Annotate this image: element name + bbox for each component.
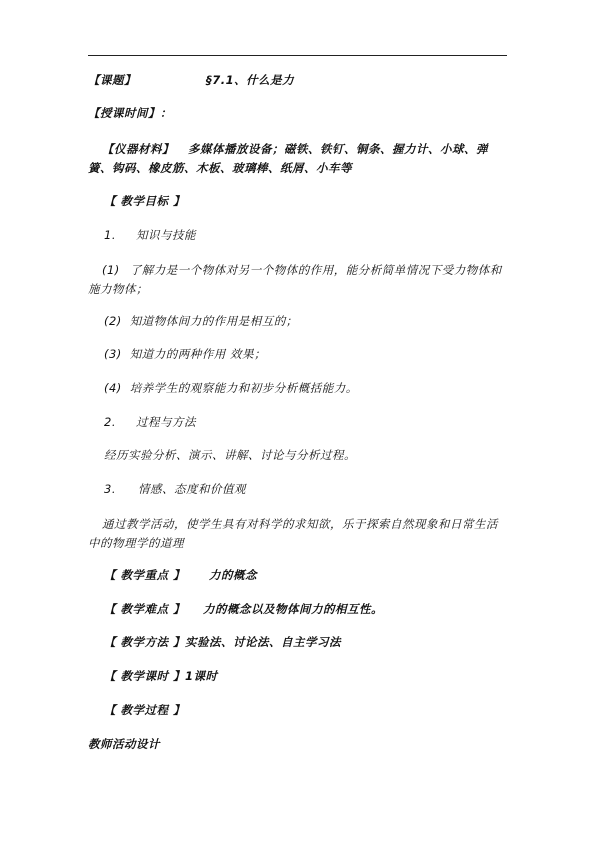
focus-value: 力的概念 [209, 568, 258, 582]
section2-heading [104, 415, 524, 430]
goal-item-3-num: (3) [104, 347, 122, 361]
difficulty-value: 力的概念以及物体间力的相互性。 [203, 602, 384, 616]
goal-item-1 [88, 261, 508, 299]
goals-heading: 【 教学目标 】 [104, 194, 186, 208]
focus-line [104, 568, 524, 583]
goal-item-2-text: 知道物体间力的作用是相互的； [129, 314, 298, 328]
topic-label: 【课题】 [88, 73, 136, 87]
section1-title: 知识与技能 [135, 228, 196, 242]
focus-label: 【 教学重点 】 [104, 568, 186, 582]
time-value: ： [160, 106, 172, 120]
goal-item-3-text: 知道力的两种作用 效果； [129, 347, 266, 361]
section3-heading [104, 482, 524, 497]
method-label: 【 教学方法 】 [104, 635, 186, 649]
topic-line [88, 73, 508, 88]
difficulty-label: 【 教学难点 】 [104, 602, 186, 616]
section2-text: 经历实验分析、演示、讲解、讨论与分析过程。 [104, 448, 356, 462]
section2-title: 过程与方法 [135, 415, 196, 429]
method-line [104, 635, 524, 650]
hours-line [104, 669, 524, 684]
topic-value: §7.1、什么是力 [206, 73, 295, 87]
goal-item-4-text: 培养学生的观察能力和初步分析概括能力。 [129, 381, 358, 395]
materials-value: 多媒体播放设备；磁铁、铁钉、铜条、握力计、小球、弹簧、钩码、橡皮筋、木板、玻璃棒、纸屑、小车等 [88, 142, 488, 175]
section2-num: 2. [104, 415, 116, 429]
section3-text: 通过教学活动，使学生具有对科学的求知欲，乐于探索自然现象和日常生活中的物理学的道理 [88, 517, 498, 550]
header-rule [88, 55, 507, 56]
process-heading: 【 教学过程 】 [104, 703, 186, 717]
hours-value: 1课时 [185, 669, 218, 683]
section1-heading [104, 228, 524, 243]
time-label: 【授课时间】 [88, 106, 160, 120]
goal-item-4 [104, 381, 524, 396]
design-heading: 教师活动设计 [88, 737, 160, 751]
section1-num: 1. [104, 228, 116, 242]
goal-item-1-num: (1) [102, 263, 120, 277]
materials-label: 【仪器材料】 [102, 142, 174, 156]
difficulty-line [104, 602, 524, 617]
goal-item-1-text: 了解力是一个物体对另一个物体的作用，能分析简单情况下受力物体和施力物体； [88, 263, 502, 296]
goal-item-3 [104, 347, 524, 362]
materials-line [88, 140, 508, 178]
section3-num: 3. [104, 482, 116, 496]
method-value: 实验法、讨论法、自主学习法 [185, 635, 342, 649]
goal-item-4-num: (4) [104, 381, 122, 395]
goal-item-2 [104, 314, 524, 329]
time-line [88, 106, 508, 121]
section3-title: 情感、态度和价值观 [137, 482, 246, 496]
goal-item-2-num: (2) [104, 314, 122, 328]
hours-label: 【 教学课时 】 [104, 669, 186, 683]
